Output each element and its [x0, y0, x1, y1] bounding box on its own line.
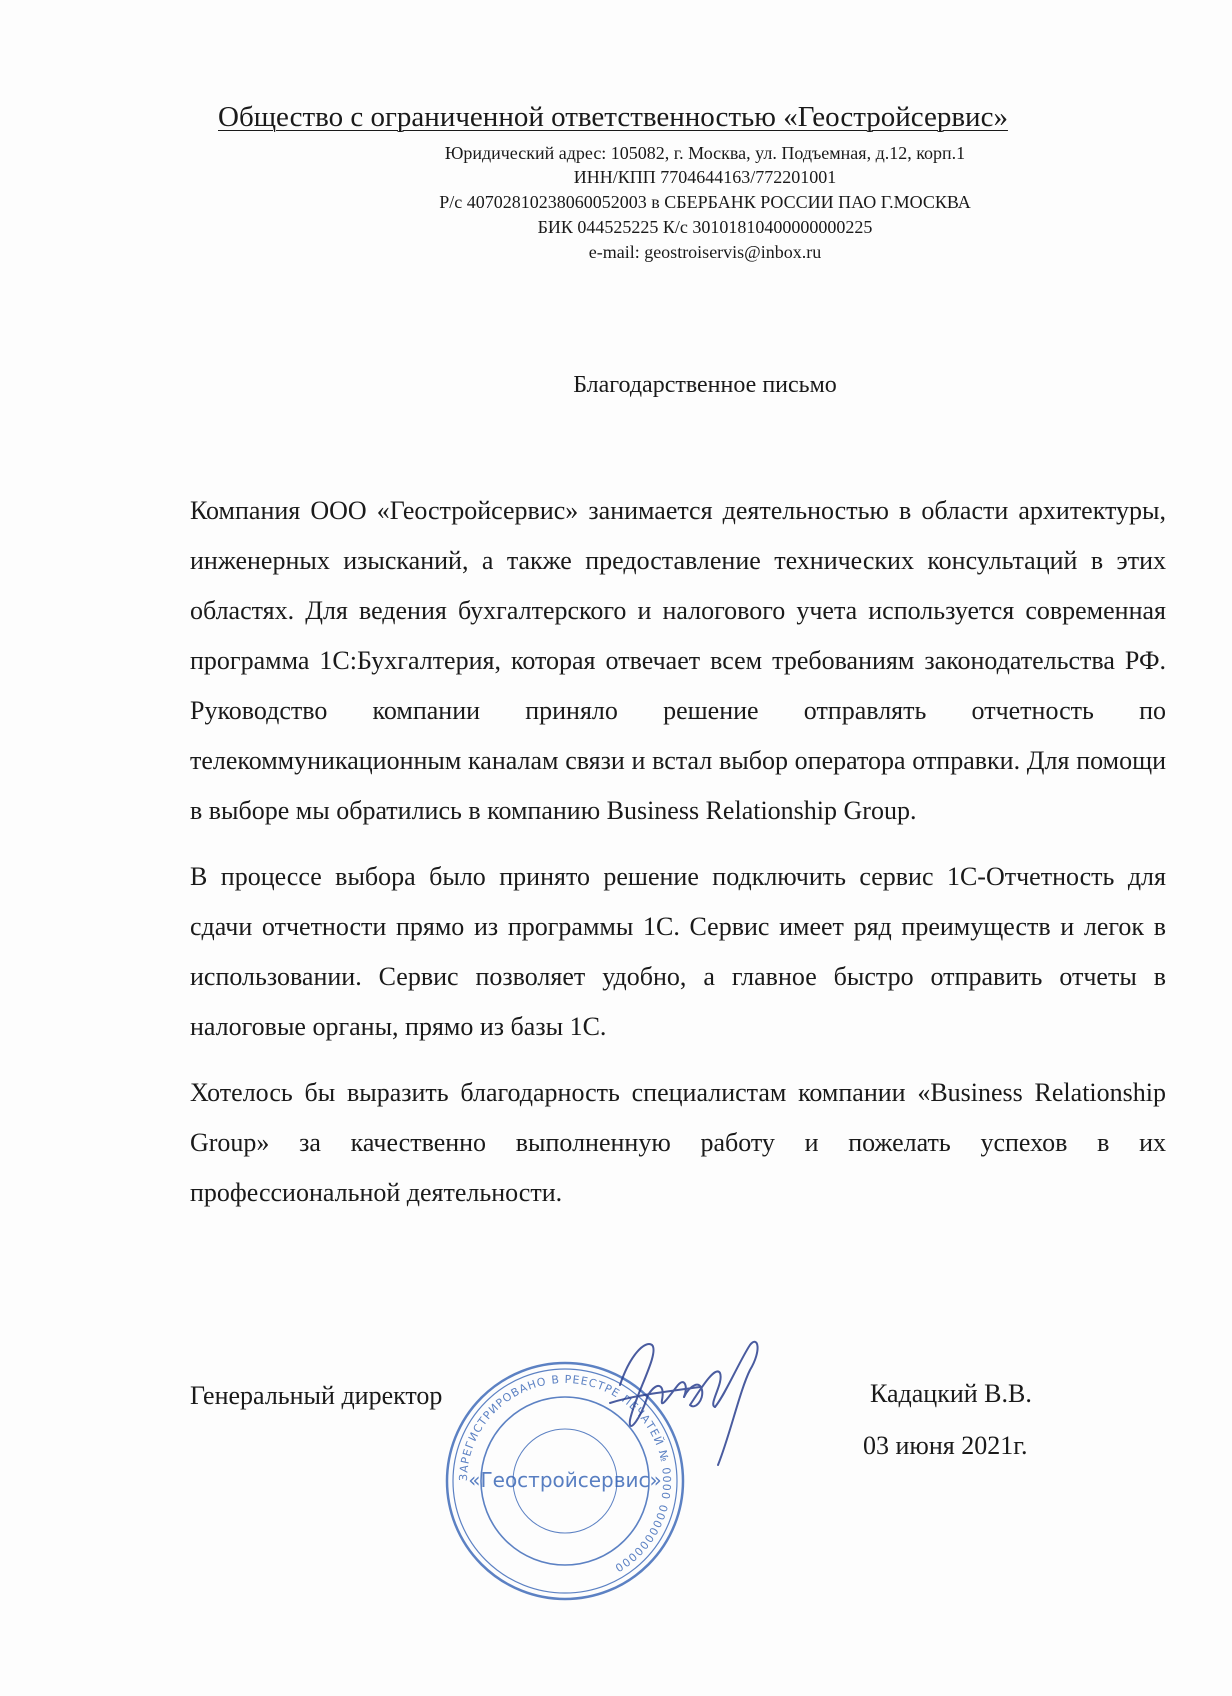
bank-account: Р/с 40702810238060052003 в СБЕРБАНК РОССИИ ПАО Г.МОСКВА [439, 192, 971, 212]
paragraph-intro: Компания ООО «Геостройсервис» занимается деятельностью в области архитектуры, инженерных изысканий, а также предоставление технических консультаций в этих областях. Для ведения бухгалтерского и налогового учета используется современная программа 1С:Бухгалтерия, которая отвечает всем требованиям законодательства РФ. Руководство компании приняло решение отправлять отчетность по телекоммуникационным каналам связи и встал выбор оператора отправки. Для помощи в выборе мы обратились в компанию Business Relationship Group. [190, 496, 1166, 825]
handwritten-signature [590, 1325, 780, 1475]
legal-address: Юридический адрес: 105082, г. Москва, ул. Подъемная, д.12, корп.1 [444, 143, 966, 163]
bik-correspondent-account: БИК 044525225 К/с 30101810400000000225 [537, 217, 873, 237]
stamp-ring-text: ЗАРЕГИСТРИРОВАНО В РЕЕСТРЕ ПЕЧАТЕЙ № 0000 0000000000 [456, 1372, 674, 1575]
company-name: Общество с ограниченной ответственностью «Геостройсервис» [218, 101, 1008, 133]
signatory-name: Кадацкий В.В. [870, 1379, 1032, 1408]
email-line: e-mail: geostroiservis@inbox.ru [588, 242, 822, 262]
inn-kpp: ИНН/КПП 7704644163/772201001 [573, 167, 837, 187]
paragraph-thanks: Хотелось бы выразить благодарность специалистам компании «Business Relationship Group» за качественно выполненную работу и пожелать успехов в их профессиональной деятельности. [190, 1078, 1166, 1207]
document-title: Благодарственное письмо [573, 372, 837, 398]
stamp-center-text: «Геостройсервис» [468, 1468, 662, 1492]
letter-body [190, 486, 1166, 1234]
paragraph-service: В процессе выбора было принято решение подключить сервис 1С-Отчетность для сдачи отчетности прямо из программы 1С. Сервис имеет ряд преимуществ и легок в использовании. Сервис позволяет удобно, а главное быстро отправить отчеты в налоговые органы, прямо из базы 1С. [190, 862, 1166, 1041]
signatory-role: Генеральный директор [190, 1381, 443, 1410]
letter-date: 03 июня 2021г. [863, 1431, 1028, 1460]
